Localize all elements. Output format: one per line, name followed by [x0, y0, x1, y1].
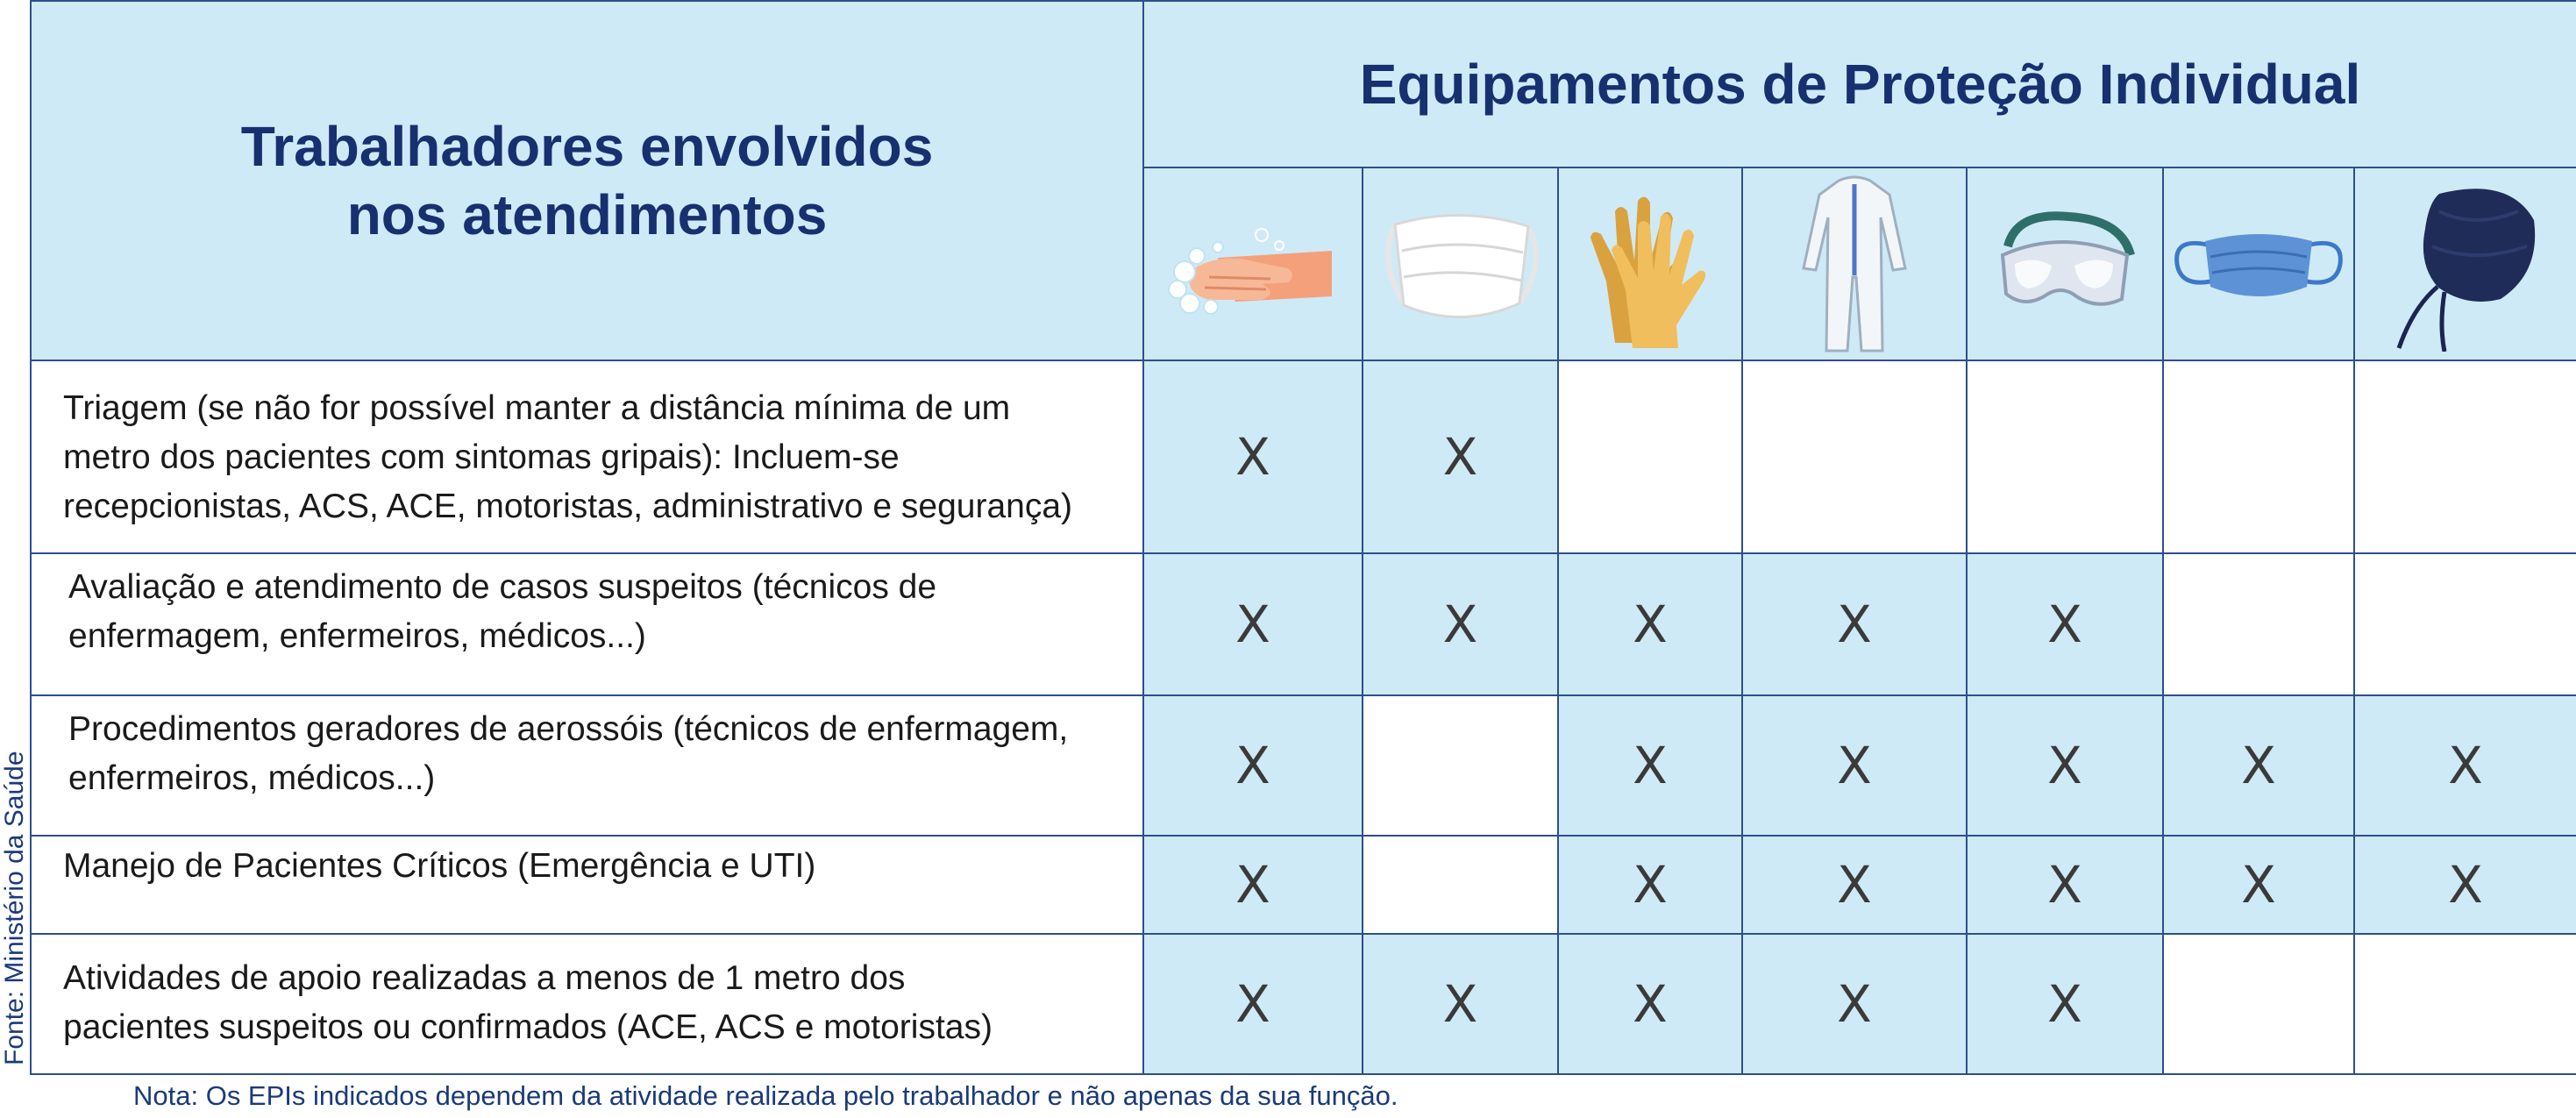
mark-cell: X	[1742, 695, 1967, 836]
source-text: Fonte: Ministério da Saúde	[0, 751, 29, 1065]
mark-cell: X	[1967, 553, 2163, 695]
table-row	[31, 934, 2576, 1074]
hand-washing-icon	[1143, 167, 1363, 360]
epi-header: Equipamentos de Proteção Individual	[1143, 1, 2576, 167]
mark-cell: X	[1742, 553, 1967, 695]
activity-line: Avaliação e atendimento de casos suspeitos (técnicos de	[68, 568, 937, 606]
mark-cell: X	[1143, 695, 1363, 836]
table-row	[31, 836, 2576, 934]
activity-line: Manejo de Pacientes Críticos (Emergência e UTI)	[63, 847, 816, 885]
mark-cell: X	[2354, 836, 2576, 934]
mark-cell	[2354, 360, 2576, 553]
workers-header	[31, 1, 1143, 360]
activity-line: pacientes suspeitos ou confirmados (ACE, ACS e motoristas)	[63, 1008, 993, 1046]
activity-line: Triagem (se não for possível manter a distância mínima de um	[63, 389, 1011, 427]
mark-cell: X	[1143, 836, 1363, 934]
activity-line: recepcionistas, ACS, ACE, motoristas, administrativo e segurança)	[63, 488, 1072, 525]
goggles-icon	[1967, 167, 2163, 360]
activity-cell	[31, 934, 1143, 1074]
activity-cell	[31, 836, 1143, 934]
mark-cell: X	[1363, 934, 1558, 1074]
mark-cell	[1363, 836, 1558, 934]
activity-line: Atividades de apoio realizadas a menos de 1 metro dos	[63, 959, 906, 997]
mark-cell: X	[2163, 836, 2354, 934]
table-row	[31, 360, 2576, 553]
mark-cell: X	[1558, 695, 1742, 836]
mark-cell: X	[1558, 934, 1742, 1074]
activity-cell	[31, 695, 1143, 836]
table-row	[31, 553, 2576, 695]
mark-cell	[1742, 360, 1967, 553]
source-label	[0, 0, 30, 1072]
mark-cell: X	[1558, 553, 1742, 695]
mark-cell: X	[2354, 695, 2576, 836]
surgical-mask-icon	[2163, 167, 2354, 360]
face-mask-icon	[1363, 167, 1558, 360]
mark-cell: X	[1363, 553, 1558, 695]
mark-cell: X	[1143, 360, 1363, 553]
mark-cell: X	[1143, 934, 1363, 1074]
activity-cell	[31, 553, 1143, 695]
activity-line: enfermeiros, médicos...)	[68, 759, 436, 797]
activity-line: Procedimentos geradores de aerossóis (técnicos de enfermagem,	[68, 710, 1069, 748]
mark-cell: X	[1967, 695, 2163, 836]
mark-cell	[2163, 934, 2354, 1074]
protective-suit-icon	[1742, 167, 1967, 360]
surgical-cap-icon	[2354, 167, 2576, 360]
mark-cell	[1558, 360, 1742, 553]
footnote: Nota: Os EPIs indicados dependem da atividade realizada pelo trabalhador e não apenas da sua função.	[133, 1080, 1398, 1111]
mark-cell: X	[1967, 836, 2163, 934]
mark-cell	[2163, 553, 2354, 695]
mark-cell: X	[1558, 836, 1742, 934]
mark-cell: X	[1742, 934, 1967, 1074]
mark-cell	[1967, 360, 2163, 553]
mark-cell	[1363, 695, 1558, 836]
workers-header-line2: nos atendimentos	[346, 183, 828, 246]
mark-cell	[2354, 934, 2576, 1074]
mark-cell: X	[1363, 360, 1558, 553]
mark-cell: X	[1742, 836, 1967, 934]
workers-header-line1: Trabalhadores envolvidos	[240, 115, 934, 178]
gloves-icon	[1558, 167, 1742, 360]
mark-cell	[2163, 360, 2354, 553]
mark-cell: X	[1143, 553, 1363, 695]
activity-line: metro dos pacientes com sintomas gripais): Incluem-se	[63, 438, 900, 476]
activity-line: enfermagem, enfermeiros, médicos...)	[68, 617, 646, 655]
mark-cell: X	[1967, 934, 2163, 1074]
mark-cell: X	[2163, 695, 2354, 836]
table-row	[31, 695, 2576, 836]
epi-table	[30, 0, 2576, 1075]
activity-cell	[31, 360, 1143, 553]
mark-cell	[2354, 553, 2576, 695]
